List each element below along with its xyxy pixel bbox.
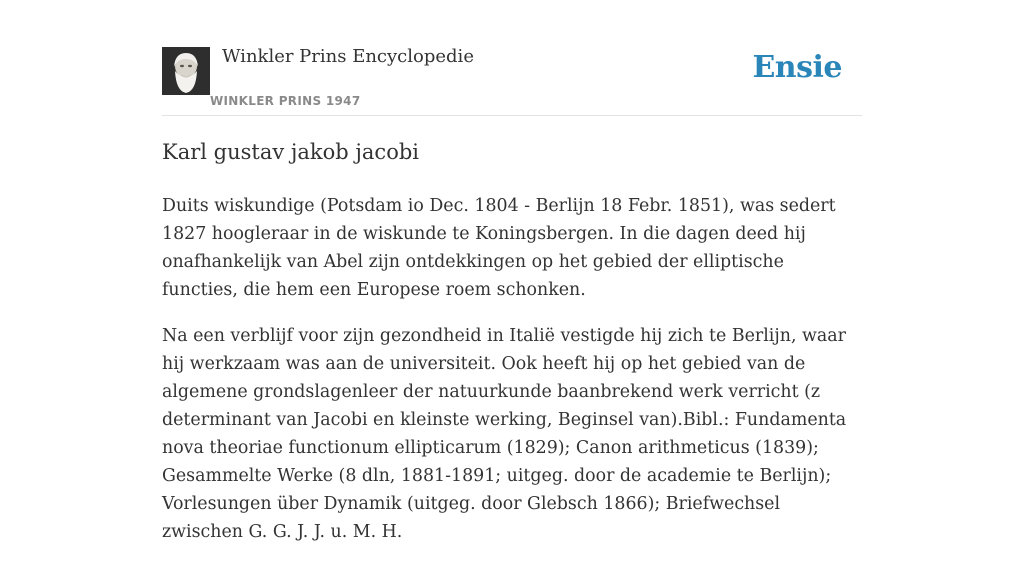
site-title[interactable]: Winkler Prins Encyclopedie bbox=[222, 46, 474, 67]
content-column bbox=[162, 0, 862, 542]
brand-logo[interactable]: Ensie bbox=[752, 50, 842, 85]
site-header bbox=[162, 0, 862, 116]
article-body bbox=[162, 192, 862, 564]
site-subtitle: WINKLER PRINS 1947 bbox=[210, 94, 361, 108]
bearded-man-portrait-icon bbox=[162, 47, 210, 95]
article-paragraph: Na een verblijf voor zijn gezondheid in Italië vestigde hij zich te Berlijn, waar hij werkzaam was aan de universiteit. Ook heeft hij op het gebied van de algemene grondslagenleer der natuurkunde baanbrekend werk verricht (z determinant van Jacobi en kleinste werking, Beginsel van).Bibl.: Fundamenta nova theoriae functionum ellipticarum (1829); Canon arithmeticus (1839); Gesammelte Werke (8 dln, 1881-1891; uitgeg. door de academie te Berlijn); Vorlesungen über Dynamik (uitgeg. door Glebsch 1866); Briefwechsel zwischen G. G. J. J. u. M. H. bbox=[162, 326, 847, 542]
article-paragraph: Duits wiskundige (Potsdam io Dec. 1804 - Berlijn 18 Febr. 1851), was sedert 1827 hoogleraar in de wiskunde te Koningsbergen. In die dagen deed hij onafhankelijk van Abel zijn ontdekkingen op het gebied der elliptische functies, die hem een Europese roem schonken. bbox=[162, 196, 836, 300]
article-title: Karl gustav jakob jacobi bbox=[162, 140, 419, 164]
avatar[interactable] bbox=[162, 47, 210, 95]
